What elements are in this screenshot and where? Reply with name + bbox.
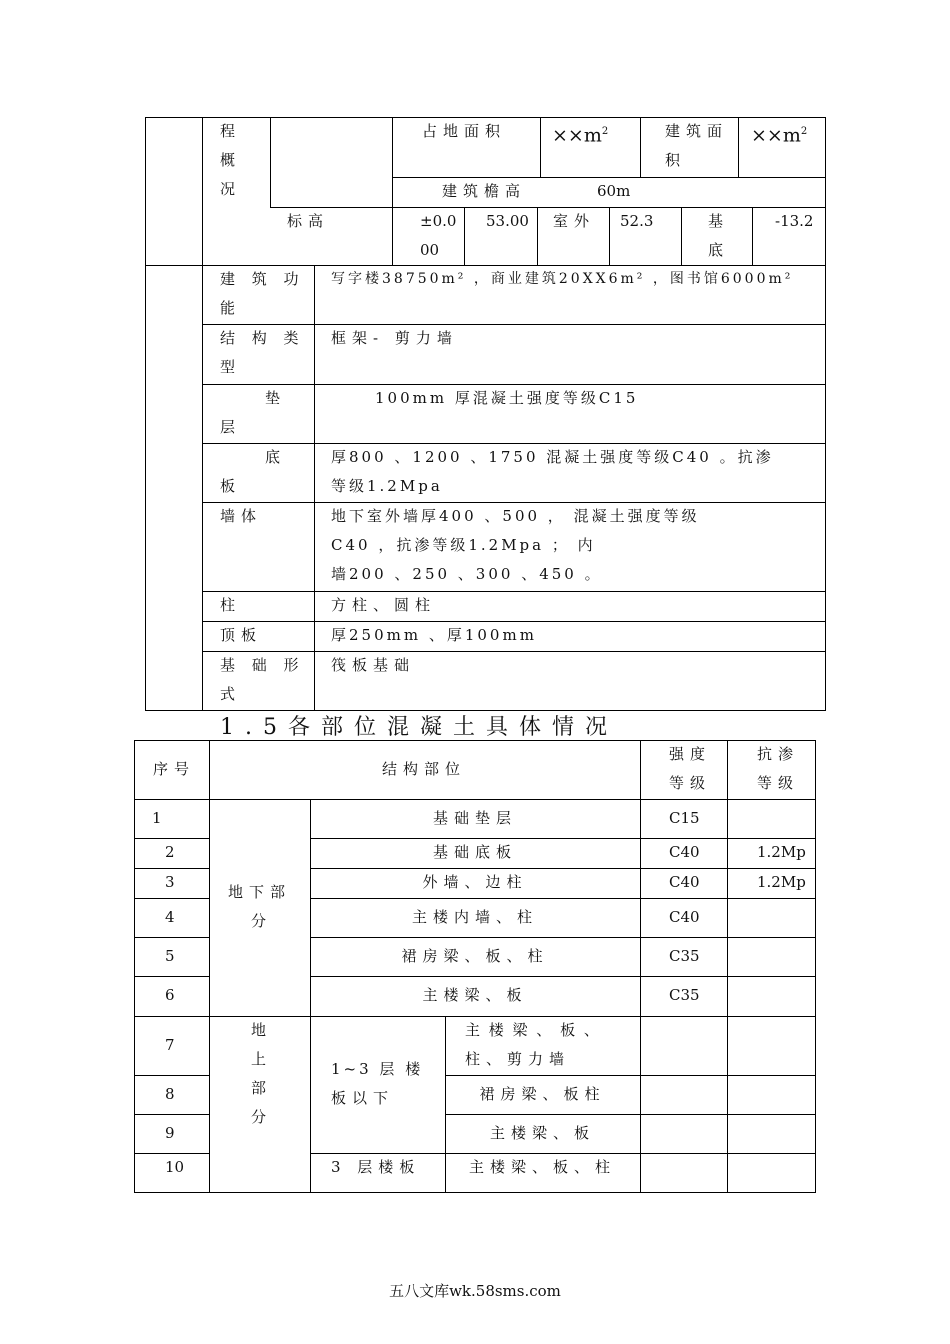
group-above: 分 — [251, 1108, 267, 1126]
structure-label: 型 — [220, 358, 236, 376]
structure-value: 地下室外墙厚400 、500 ， 混凝土强度等级 — [331, 507, 700, 525]
row-grade: C40 — [669, 843, 700, 861]
eave-height-label: 建筑檐高 — [442, 182, 527, 200]
group-above: 部 — [251, 1079, 267, 1097]
elevation-zero: ±0.0 — [420, 212, 457, 230]
row-part: 柱、剪力墙 — [465, 1050, 571, 1068]
structure-label: 能 — [220, 299, 236, 317]
row-seq: 6 — [165, 986, 175, 1004]
row-seq: 8 — [165, 1085, 175, 1103]
structure-value: 筏板基础 — [331, 656, 416, 674]
row-part: 裙房梁、板、柱 — [401, 947, 549, 965]
row-seq: 7 — [165, 1036, 175, 1054]
build-area-label: 积 — [665, 151, 681, 169]
structure-label: 基 础 形 — [220, 656, 305, 674]
structure-label: 结 构 类 — [220, 329, 305, 347]
group-above: 地 — [251, 1021, 267, 1039]
structure-label: 板 — [220, 477, 236, 495]
row-part: 基础底板 — [432, 843, 517, 861]
header-grade: 等级 — [669, 774, 712, 792]
row-seep: 1.2Mp — [757, 873, 806, 891]
structure-value: 100mm 厚混凝土强度等级C15 — [375, 389, 639, 407]
structure-label: 底 — [265, 448, 281, 466]
elevation-zero: 00 — [420, 241, 440, 259]
sub-floor-3: 3 层楼板 — [331, 1158, 421, 1176]
row-seq: 2 — [165, 843, 175, 861]
row-part: 主楼内墙、柱 — [411, 908, 538, 926]
structure-label: 建 筑 功 — [220, 270, 305, 288]
structure-label: 墙体 — [220, 507, 263, 525]
row-seq: 4 — [165, 908, 175, 926]
row-seq: 5 — [165, 947, 175, 965]
group-above: 上 — [251, 1050, 267, 1068]
build-area-label: 建筑面 — [665, 122, 729, 140]
header-seep: 抗渗 — [757, 745, 800, 763]
row-grade: C35 — [669, 986, 700, 1004]
footer-watermark: 五八文库wk.58sms.com — [389, 1282, 561, 1300]
row-part: 裙房梁、板柱 — [479, 1085, 606, 1103]
elevation-zero-value: 53.00 — [486, 212, 529, 230]
structure-value: C40 ，抗渗等级1.2Mpa ； 内 — [331, 536, 596, 554]
outdoor-label: 室外 — [553, 212, 596, 230]
eave-height-value: 60m — [597, 182, 631, 200]
structure-value: 厚250mm 、厚100mm — [331, 626, 537, 644]
row-seq: 3 — [165, 873, 175, 891]
row-grade: C40 — [669, 873, 700, 891]
structure-value: 墙200 、250 、300 、450 。 — [331, 565, 603, 583]
row-seq: 9 — [165, 1124, 175, 1142]
base-label: 基 — [708, 212, 724, 230]
structure-value: 框架- 剪力墙 — [331, 329, 458, 347]
base-value: -13.2 — [775, 212, 814, 230]
sub-floors-1-3: 板以下 — [331, 1089, 395, 1107]
land-area-value: $\times\times m^2$ — [552, 124, 609, 147]
structure-label: 式 — [220, 685, 236, 703]
base-label: 底 — [708, 241, 724, 259]
row-seq: 1 — [152, 809, 162, 827]
section-heading: 1.5各部位混凝土具体情况 — [220, 715, 618, 740]
structure-value: 方柱、圆柱 — [331, 596, 437, 614]
structure-label: 柱 — [220, 596, 236, 614]
header-seep: 等级 — [757, 774, 800, 792]
row-grade: C40 — [669, 908, 700, 926]
header-seq: 序号 — [153, 760, 196, 778]
structure-value: 写字楼38750m² ，商业建筑20XX6m² ，图书馆6000m² — [331, 271, 794, 287]
build-area-value: $\times\times m^2$ — [751, 124, 808, 147]
section-label-char: 况 — [220, 180, 236, 198]
row-seep: 1.2Mp — [757, 843, 806, 861]
structure-value: 等级1.2Mpa — [331, 477, 443, 495]
structure-label: 顶板 — [220, 626, 263, 644]
land-area-label: 占地面积 — [422, 122, 507, 140]
group-underground: 地下部 — [228, 883, 292, 901]
row-part: 外墙、边柱 — [422, 873, 528, 891]
row-part: 基础垫层 — [432, 809, 517, 827]
section-label-char: 程 — [220, 122, 236, 140]
structure-label: 层 — [220, 418, 236, 436]
row-grade: C35 — [669, 947, 700, 965]
row-seq: 10 — [165, 1158, 185, 1176]
row-part: 主楼梁、板 — [422, 986, 528, 1004]
structure-label: 垫 — [265, 389, 281, 407]
row-part: 主楼梁、板、柱 — [468, 1158, 616, 1176]
section-label-char: 概 — [220, 151, 236, 169]
header-grade: 强度 — [669, 745, 712, 763]
outdoor-value: 52.3 — [620, 212, 654, 230]
row-part: 主楼梁、板 — [489, 1124, 595, 1142]
elevation-label: 标高 — [287, 212, 330, 230]
structure-value: 厚800 、1200 、1750 混凝土强度等级C40 。抗渗 — [331, 448, 774, 466]
row-grade: C15 — [669, 809, 700, 827]
header-part: 结构部位 — [382, 760, 467, 778]
row-part: 主 楼 梁 、 板 、 — [465, 1021, 601, 1039]
group-underground: 分 — [251, 912, 267, 930]
sub-floors-1-3: 1~3 层 楼 — [331, 1060, 424, 1078]
